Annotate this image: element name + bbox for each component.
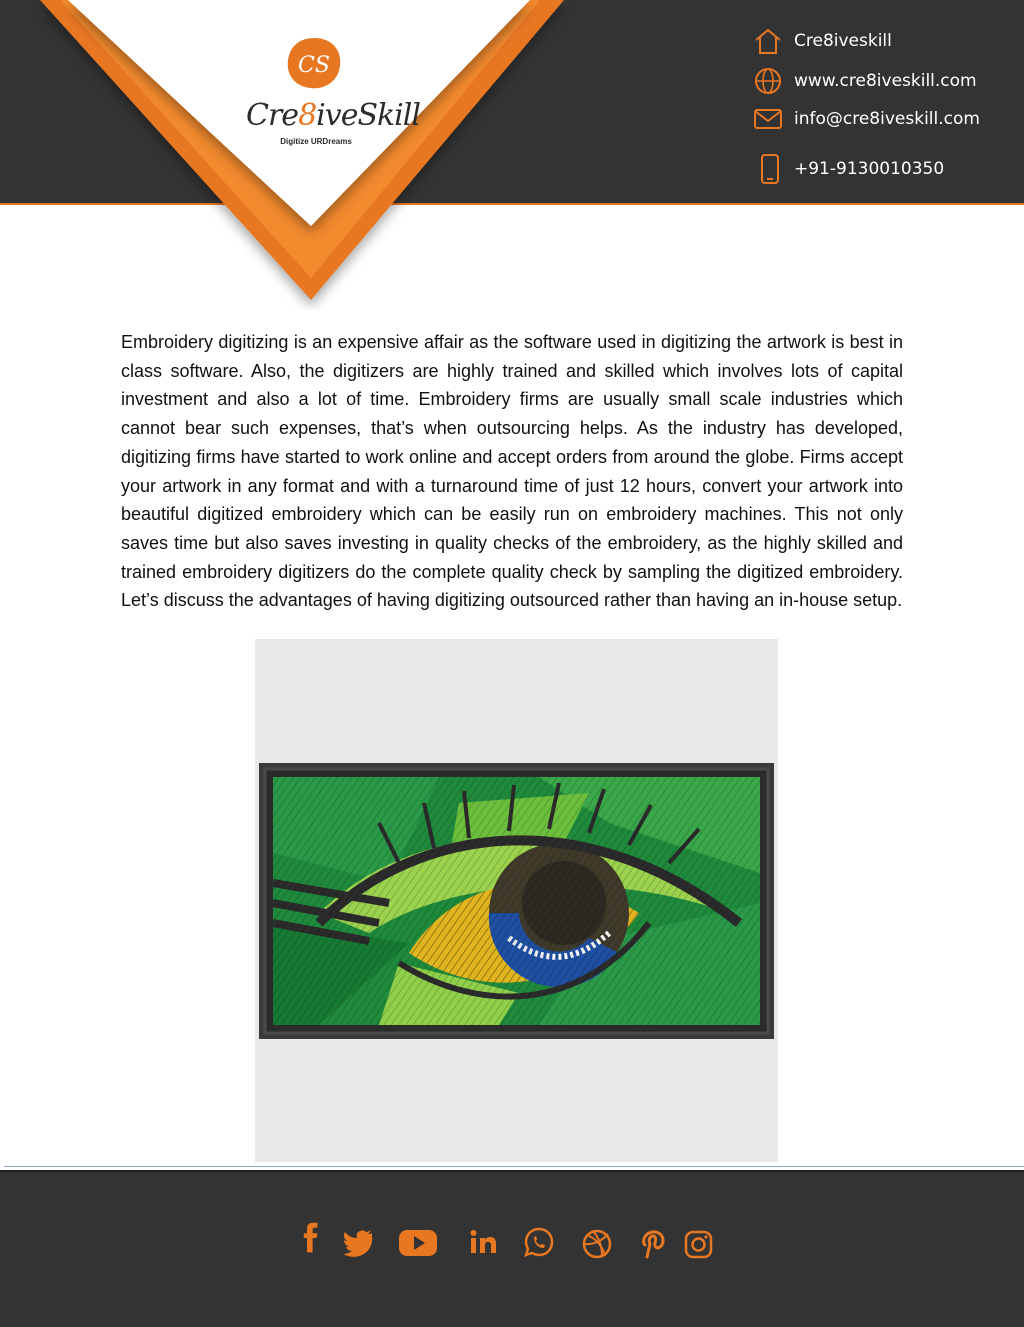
contact-email-text[interactable]: info@cre8iveskill.com: [794, 109, 980, 129]
phone-icon: [752, 154, 784, 184]
twitter-icon[interactable]: [338, 1222, 378, 1262]
logo-tagline: Digitize URDreams: [280, 137, 352, 146]
logo-name-mid: 8: [298, 98, 317, 133]
pinterest-icon[interactable]: [631, 1222, 671, 1262]
linkedin-icon[interactable]: [463, 1222, 503, 1262]
dribbble-icon[interactable]: [577, 1222, 617, 1262]
contact-block: [752, 0, 1024, 203]
logo-wordmark: [246, 98, 420, 133]
logo-mark: [284, 36, 344, 92]
contact-phone-text[interactable]: +91-9130010350: [794, 159, 945, 179]
home-icon: [752, 26, 784, 56]
whatsapp-icon[interactable]: [519, 1222, 559, 1262]
contact-phone[interactable]: [752, 154, 944, 184]
contact-email[interactable]: [752, 104, 980, 134]
footer-line: [4, 1166, 1024, 1167]
contact-company: [752, 26, 892, 56]
logo-name-part2: iveSkill: [316, 98, 420, 133]
contact-company-text: Cre8iveskill: [794, 31, 892, 51]
instagram-icon[interactable]: [678, 1222, 718, 1262]
youtube-icon[interactable]: [398, 1222, 438, 1262]
facebook-icon[interactable]: [291, 1222, 331, 1262]
contact-website-text[interactable]: www.cre8iveskill.com: [794, 71, 977, 91]
footer: [0, 1170, 1024, 1327]
mail-icon: [752, 104, 784, 134]
logo-name-part1: Cre: [246, 98, 299, 133]
logo-initials: CS: [298, 53, 330, 78]
embroidery-image: [255, 639, 778, 1162]
globe-icon: [752, 66, 784, 96]
eye-patch-illustration: [259, 763, 774, 1039]
body-paragraph: Embroidery digitizing is an expensive affair as the software used in digitizing the artwork is best in class software. Also, the digitizers are highly trained and skilled which involves lots of capital investment and also a lot of time. Embroidery firms are usually small scale industries which cannot bear such expenses, that’s when outsourcing helps. As the industry has developed, digitizing firms have started to work online and accept orders from around the globe. Firms accept your artwork in any format and with a turnaround time of just 12 hours, convert your artwork into beautiful digitized embroidery which can be easily run on embroidery machines. This not only saves time but also saves investing in quality checks of the embroidery, as the highly skilled and trained embroidery digitizers do the complete quality check by sampling the digitized embroidery. Let’s discuss the advantages of having digitizing outsourced rather than having an in-house setup.: [121, 332, 903, 611]
contact-website[interactable]: [752, 66, 977, 96]
